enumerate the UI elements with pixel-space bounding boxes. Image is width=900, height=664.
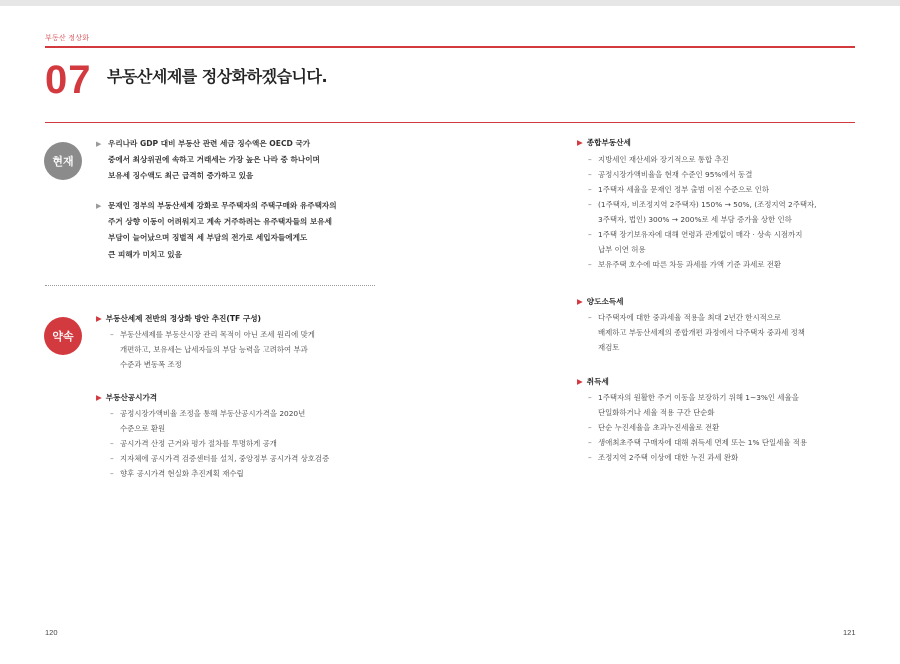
list-item: – 생애최초주택 구매자에 대해 취득세 면제 또는 1% 단일세율 적용: [588, 438, 808, 447]
section-heading-comprehensive-tax: ▶ 종합부동산세: [577, 138, 631, 147]
list-item: – 지방세인 재산세와 장기적으로 통합 추진: [588, 155, 729, 164]
current-paragraph-2: [96, 198, 378, 263]
page-number-right: 121: [843, 628, 856, 637]
current-paragraph-1: [96, 136, 378, 185]
section-heading-tax-reform: ▶ 부동산세제 전반의 정상화 방안 추진(TF 구성): [96, 314, 262, 323]
list-item: – 공정시장가액비율 조정을 통해 부동산공시가격을 2020년 수준으로 환원: [110, 409, 306, 433]
title-rule: [45, 122, 855, 123]
list-item: – 지자체에 공시가격 검증센터를 설치, 중앙정부 공시가격 상호검증: [110, 454, 330, 463]
section-heading-acquisition-tax: ▶ 취득세: [577, 377, 609, 386]
chapter-title: 부동산세제를 정상화하겠습니다.: [107, 67, 328, 86]
list-tax-reform: [110, 327, 380, 372]
red-triangle-icon: ▶: [577, 377, 583, 386]
red-triangle-icon: ▶: [96, 393, 102, 402]
chapter-number: 07: [45, 58, 92, 102]
text-line: 주거 상향 이동이 어려워지고 계속 거주하려는 유주택자들의 보유세: [108, 217, 332, 227]
dotted-divider: [45, 285, 375, 286]
text-line: 우리나라 GDP 대비 부동산 관련 세금 징수액은 OECD 국가: [108, 139, 311, 148]
list-capital-gains: [588, 310, 858, 355]
list-item: – 1주택 장기보유자에 대해 연령과 관계없이 매각 · 상속 시점까지 납부 이연 허용: [588, 230, 803, 254]
red-triangle-icon: ▶: [96, 314, 102, 323]
red-triangle-icon: ▶: [577, 297, 583, 306]
list-item: – 공정시장가액비율을 현재 수준인 95%에서 동결: [588, 170, 753, 179]
text-line: 중에서 최상위권에 속하고 거래세는 가장 높은 나라 중 하나이며: [108, 155, 320, 165]
list-acquisition-tax: [588, 390, 863, 465]
gray-triangle-icon: ▶: [96, 140, 102, 148]
list-item: – 다주택자에 대한 중과세율 적용을 최대 2년간 한시적으로 배제하고 부동산세제의 종합개편 과정에서 다주택자 중과세 정책 재검토: [588, 313, 805, 352]
text-line: 부담이 늘어났으며 징벌적 세 부담의 전가로 세입자들에게도: [108, 233, 308, 243]
text-line: 문재인 정부의 부동산세제 강화로 무주택자의 주택구매와 유주택자의: [108, 201, 337, 210]
list-item: – 부동산세제를 부동산시장 관리 목적이 아닌 조세 원리에 맞게 개편하고, 보유세는 납세자들의 부담 능력을 고려하여 부과 수준과 변동폭 조정: [110, 330, 315, 369]
pledge-badge: 약속: [44, 317, 82, 355]
current-badge: 현재: [44, 142, 82, 180]
list-item: – 조정지역 2주택 이상에 대한 누진 과세 완화: [588, 453, 739, 462]
page-number-left: 120: [45, 628, 58, 637]
header-rule: [45, 46, 855, 48]
list-item: – 단순 누진세율을 초과누진세율로 전환: [588, 423, 720, 432]
text-line: 보유세 징수액도 최근 급격히 증가하고 있음: [108, 171, 254, 181]
text-line: 큰 피해가 미치고 있음: [108, 249, 182, 259]
list-item: – 공시가격 산정 근거와 평가 절차를 투명하게 공개: [110, 439, 277, 448]
list-item: – 보유주택 호수에 따른 차등 과세를 가액 기준 과세로 전환: [588, 260, 782, 269]
list-item: – 향후 공시가격 현실화 추진계획 재수립: [110, 469, 244, 478]
list-official-price: [110, 406, 380, 481]
top-band: [0, 0, 900, 6]
gray-triangle-icon: ▶: [96, 202, 102, 210]
section-label: 부동산 정상화: [45, 34, 90, 42]
list-item: – (1주택자, 비조정지역 2주택자) 150% → 50%, (조정지역 2주택자, 3주택자, 법인) 300% → 200%로 세 부담 증가율 상한 인하: [588, 200, 817, 224]
red-triangle-icon: ▶: [577, 138, 583, 147]
section-heading-capital-gains: ▶ 양도소득세: [577, 297, 624, 306]
list-item: – 1주택자 세율을 문재인 정부 출범 이전 수준으로 인하: [588, 185, 770, 194]
section-heading-official-price: ▶ 부동산공시가격: [96, 393, 158, 402]
list-comprehensive-tax: [588, 152, 858, 272]
list-item: – 1주택자의 원활한 주거 이동을 보장하기 위해 1~3%인 세율을 단일화하거나 세율 적용 구간 단순화: [588, 393, 799, 417]
